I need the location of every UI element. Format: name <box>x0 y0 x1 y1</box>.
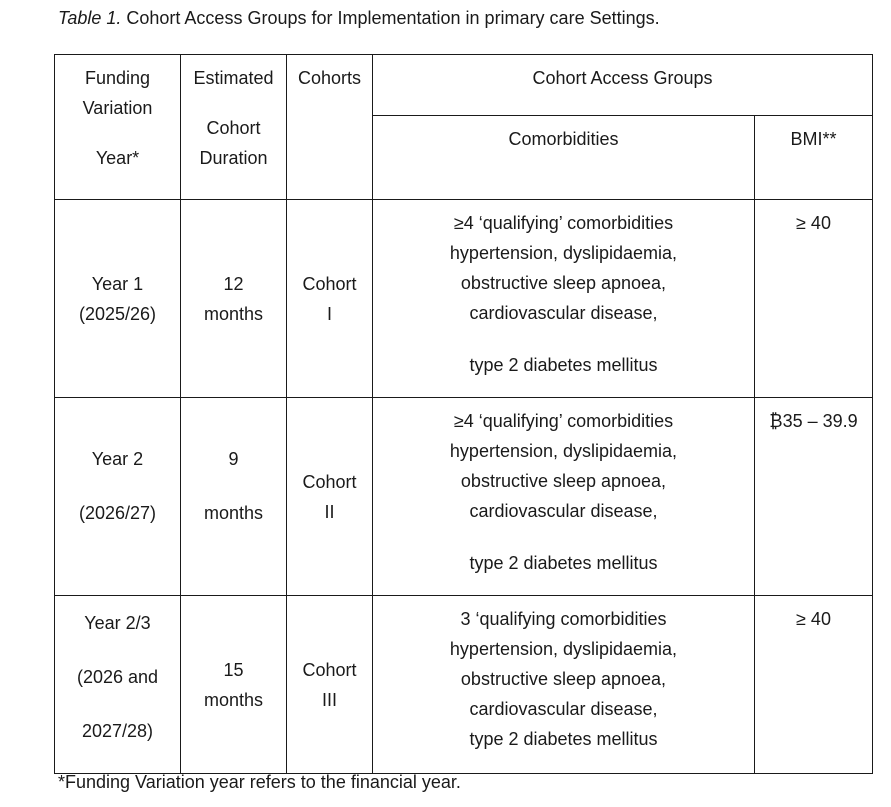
header-cohorts: Cohorts <box>287 55 373 200</box>
cell-comorbidities: ≥4 ‘qualifying’ comorbidities hypertension, dyslipidaemia, obstructive sleep apnoea, cardiovascular disease, type 2 diabetes mellitus <box>373 200 755 398</box>
cell-funding-year: Year 2/3 (2026 and 2027/28) <box>55 596 181 774</box>
table-caption <box>58 8 660 29</box>
cell-comorbidities: 3 ‘qualifying comorbidities hypertension, dyslipidaemia, obstructive sleep apnoea, cardiovascular disease, type 2 diabetes mellitus <box>373 596 755 774</box>
table-row <box>55 200 873 398</box>
cell-cohort: Cohort III <box>287 596 373 774</box>
header-funding-variation-year: Funding Variation Year* <box>55 55 181 200</box>
table-row <box>55 596 873 774</box>
cell-bmi: ≥ 40 <box>755 200 873 398</box>
caption-text: Cohort Access Groups for Implementation in primary care Settings. <box>121 8 660 28</box>
cell-comorbidities: ≥4 ‘qualifying’ comorbidities hypertension, dyslipidaemia, obstructive sleep apnoea, cardiovascular disease, type 2 diabetes mellitus <box>373 398 755 596</box>
cell-duration: 15 months <box>181 596 287 774</box>
table-footnote: *Funding Variation year refers to the financial year. <box>58 772 461 792</box>
cell-duration: 12 months <box>181 200 287 398</box>
cell-bmi: ≥ 40 <box>755 596 873 774</box>
cell-cohort: Cohort II <box>287 398 373 596</box>
cohort-table-container <box>54 54 872 766</box>
caption-label: Table 1. <box>58 8 122 28</box>
header-estimated-cohort-duration: Estimated Cohort Duration <box>181 55 287 200</box>
cell-cohort: Cohort I <box>287 200 373 398</box>
table-row <box>55 398 873 596</box>
cohort-table <box>54 54 873 774</box>
header-bmi: BMI** <box>755 116 873 200</box>
header-row-top <box>55 55 873 116</box>
cell-duration: 9 months <box>181 398 287 596</box>
header-cohort-access-groups: Cohort Access Groups <box>373 55 873 116</box>
cell-funding-year: Year 1 (2025/26) <box>55 200 181 398</box>
header-comorbidities: Comorbidities <box>373 116 755 200</box>
cell-funding-year: Year 2 (2026/27) <box>55 398 181 596</box>
cell-bmi: ₿35 – 39.9 <box>755 398 873 596</box>
